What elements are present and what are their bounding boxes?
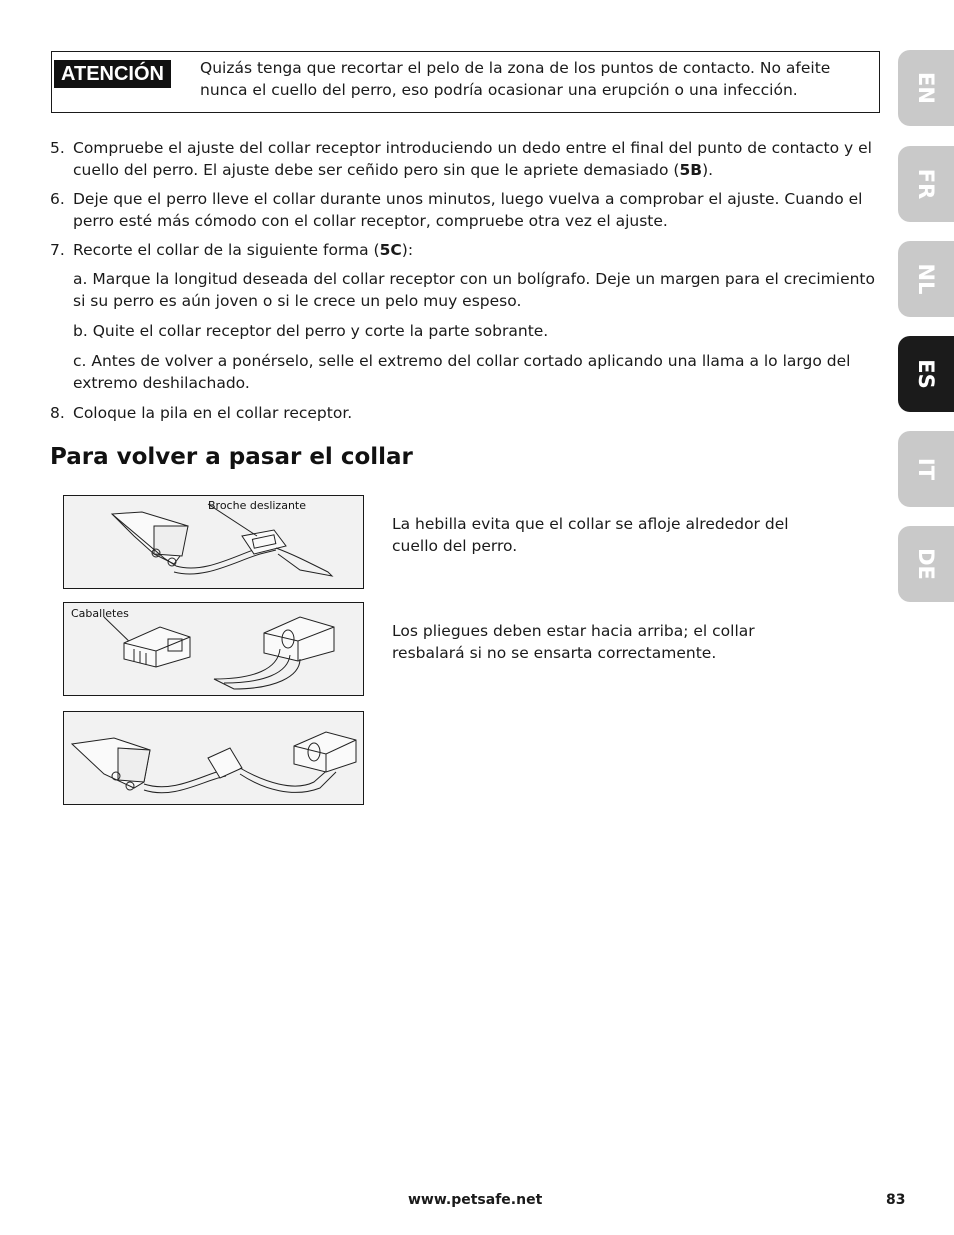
buckle-description: La hebilla evita que el collar se afloje alrededor del cuello del perro. — [392, 515, 789, 555]
step-text: Deje que el perro lleve el collar durante unos minutos, luego vuelva a comprobar el ajuste. Cuando el perro esté más cómodo con el collar receptor, compruebe otra vez el ajuste. — [73, 190, 863, 230]
figure-collar-assembled — [63, 711, 364, 805]
step-6 — [50, 188, 885, 232]
page-number: 83 — [886, 1192, 906, 1208]
tab-label: DE — [914, 548, 938, 580]
step-text-end: ): — [401, 241, 414, 259]
language-tab-fr[interactable] — [898, 146, 954, 222]
section-heading: Para volver a pasar el collar — [50, 444, 413, 470]
figure-slide-buckle — [63, 495, 364, 589]
step-8 — [50, 402, 885, 424]
step-text-end: ). — [702, 161, 714, 179]
step-5 — [50, 137, 885, 181]
language-tab-nl[interactable] — [898, 241, 954, 317]
figure-ref: 5C — [379, 241, 402, 259]
step-number: 5. — [50, 139, 65, 157]
step-number: 6. — [50, 190, 65, 208]
figure-label: Caballetes — [71, 607, 129, 620]
tab-label: EN — [914, 72, 938, 104]
tab-label: NL — [914, 263, 938, 295]
substep-b: b. Quite el collar receptor del perro y corte la parte sobrante. — [73, 322, 549, 340]
warning-label: ATENCIÓN — [54, 60, 171, 88]
language-tab-es[interactable] — [898, 336, 954, 412]
substep-a: a. Marque la longitud deseada del collar receptor con un bolígrafo. Deje un margen para el crecimiento si su perro es aún joven o si le crece un pelo muy espeso. — [73, 270, 875, 310]
figure-ref: 5B — [679, 161, 703, 179]
step-text: Compruebe el ajuste del collar receptor introduciendo un dedo entre el final del punto de contacto y el cuello del perro. El ajuste debe ser ceñido pero sin que le apriete demasiado ( — [73, 139, 872, 179]
language-tab-de[interactable] — [898, 526, 954, 602]
step-text: Recorte el collar de la siguiente forma ( — [73, 241, 380, 259]
language-tab-it[interactable] — [898, 431, 954, 507]
figure-label: Broche deslizante — [208, 499, 307, 512]
substep-c: c. Antes de volver a ponérselo, selle el extremo del collar cortado aplicando una llama a lo largo del extremo deshilachado. — [73, 352, 851, 392]
tab-label: FR — [914, 168, 938, 200]
warning-box — [51, 51, 880, 113]
step-text: Coloque la pila en el collar receptor. — [73, 404, 353, 422]
assembled-collar-illustration — [64, 712, 365, 806]
figure-brackets — [63, 602, 364, 696]
step-number: 7. — [50, 241, 65, 259]
step-number: 8. — [50, 404, 65, 422]
language-tab-en[interactable] — [898, 50, 954, 126]
warning-text: Quizás tenga que recortar el pelo de la zona de los puntos de contacto. No afeite nunca el cuello del perro, eso podría ocasionar una erupción o una infección. — [200, 59, 831, 99]
tab-label: IT — [914, 457, 938, 481]
brackets-description: Los pliegues deben estar hacia arriba; el collar resbalará si no se ensarta correctamente. — [392, 622, 755, 662]
instruction-steps — [50, 137, 885, 431]
tab-label: ES — [914, 359, 938, 389]
footer-url[interactable]: www.petsafe.net — [408, 1192, 543, 1208]
step-7 — [50, 239, 885, 261]
